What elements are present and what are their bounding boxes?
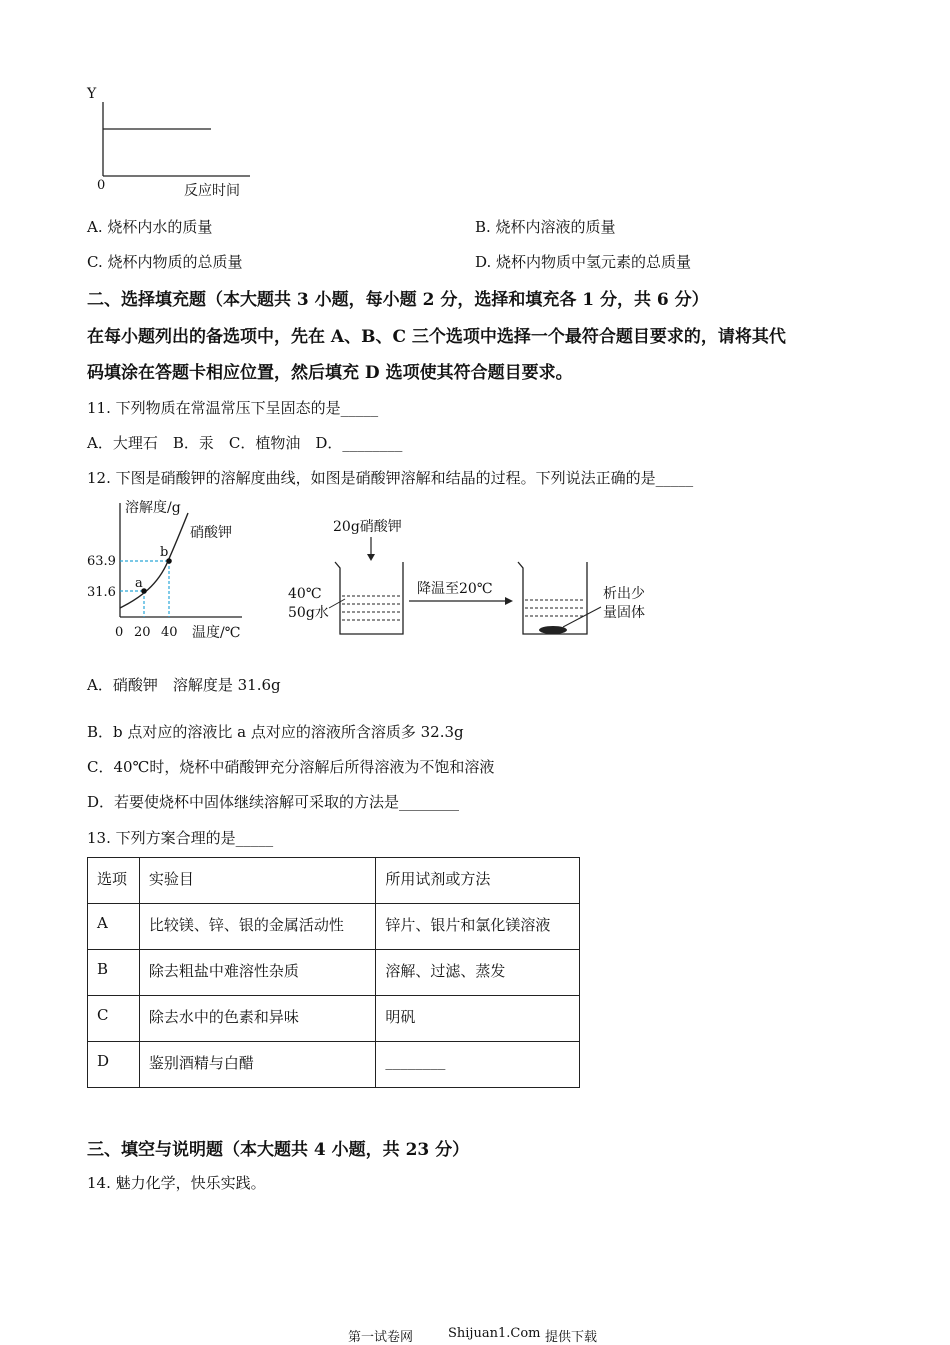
table-cell: 明矾 (376, 996, 580, 1042)
q12-result-line2: 量固体 (603, 605, 645, 621)
footer-site-cn: 第一试卷网 (348, 1330, 414, 1345)
section2-instruction-line1: 在每小题列出的备选项中，先在 A、B、C 三个选项中选择一个最符合题目要求的，请将其代 (87, 327, 786, 347)
table-cell: D (88, 1042, 140, 1088)
table-row (88, 904, 580, 950)
q12-arrow-label: 降温至20℃ (417, 581, 493, 597)
table-header-cell: 所用试剂或方法 (376, 858, 580, 904)
table-cell: B (88, 950, 140, 996)
q10-option-d: D. 烧杯内物质中氢元素的总质量 (475, 253, 692, 271)
table-cell: 鉴别酒精与白醋 (139, 1042, 375, 1088)
table-cell: 除去水中的色素和异味 (139, 996, 375, 1042)
q12-process-diagram (285, 510, 665, 642)
q12-tick-y-high: 63.9 (87, 554, 116, 569)
q11-stem: 11. 下列物质在常温常压下呈固态的是_____ (87, 399, 379, 417)
q10-graph (80, 78, 270, 203)
q10-option-b: B. 烧杯内溶液的质量 (475, 218, 616, 236)
table-header-row (88, 858, 580, 904)
q12-option-b: B．b 点对应的溶液比 a 点对应的溶液所含溶质多 32.3g (87, 723, 464, 741)
q12-tick-x-20: 20 (134, 625, 151, 640)
table-cell: 比较镁、锌、银的金属活动性 (139, 904, 375, 950)
section2-instruction-line2: 码填涂在答题卡相应位置，然后填充 D 选项使其符合题目要求。 (87, 363, 573, 383)
table-cell: C (88, 996, 140, 1042)
table-header-cell: 实验目 (139, 858, 375, 904)
section3-title: 三、填空与说明题（本大题共 4 小题，共 23 分） (87, 1140, 470, 1160)
q13-stem: 13. 下列方案合理的是_____ (87, 829, 274, 847)
q12-point-a-label: a (135, 576, 143, 591)
table-header-cell: 选项 (88, 858, 140, 904)
table-cell: 溶解、过滤、蒸发 (376, 950, 580, 996)
q12-tick-y-low: 31.6 (87, 585, 116, 600)
q10-x-label: 反应时间 (184, 183, 240, 199)
q11-options: A．大理石 B．汞 C．植物油 D．________ (87, 434, 403, 452)
q12-tick-x-40: 40 (161, 625, 178, 640)
table-cell: ________ (376, 1042, 580, 1088)
q12-tick-x-0: 0 (115, 625, 124, 640)
table-cell: A (88, 904, 140, 950)
q12-add-label: 20g硝酸钾 (333, 519, 402, 535)
table-row (88, 950, 580, 996)
q12-stem: 12. 下图是硝酸钾的溶解度曲线，如图是硝酸钾溶解和结晶的过程。下列说法正确的是_____ (87, 469, 694, 487)
q10-option-c: C. 烧杯内物质的总质量 (87, 253, 243, 271)
q12-option-d: D．若要使烧杯中固体继续溶解可采取的方法是________ (87, 793, 460, 811)
q13-table (87, 857, 580, 1088)
q10-option-a: A. 烧杯内水的质量 (87, 218, 213, 236)
q12-crystals (539, 626, 567, 634)
q12-option-a: A．硝酸钾 溶解度是 31.6g (87, 676, 281, 694)
q12-result-line1: 析出少 (603, 586, 645, 602)
table-cell: 除去粗盐中难溶性杂质 (139, 950, 375, 996)
q12-option-c: C．40℃时，烧杯中硝酸钾充分溶解后所得溶液为不饱和溶液 (87, 758, 495, 776)
q12-temp-label: 40℃ (288, 586, 322, 602)
table-row (88, 1042, 580, 1088)
footer-download: 提供下载 (545, 1330, 598, 1345)
q12-point-b-label: b (160, 545, 169, 560)
q12-water-label: 50g水 (288, 605, 329, 621)
q14-stem: 14. 魅力化学，快乐实践。 (87, 1174, 266, 1192)
q12-y-label: 溶解度/g (125, 500, 181, 516)
section2-title: 二、选择填充题（本大题共 3 小题，每小题 2 分，选择和填充各 1 分，共 6 分） (87, 290, 709, 310)
q12-solubility-curve (80, 493, 255, 645)
q10-origin-label: 0 (97, 178, 106, 193)
q12-series-label: 硝酸钾 (190, 525, 232, 541)
q12-x-label: 温度/℃ (192, 625, 241, 641)
table-row (88, 996, 580, 1042)
q10-y-label: Y (87, 86, 97, 102)
footer-site-en[interactable]: Shijuan1.Com (448, 1326, 541, 1341)
table-cell: 锌片、银片和氯化镁溶液 (376, 904, 580, 950)
